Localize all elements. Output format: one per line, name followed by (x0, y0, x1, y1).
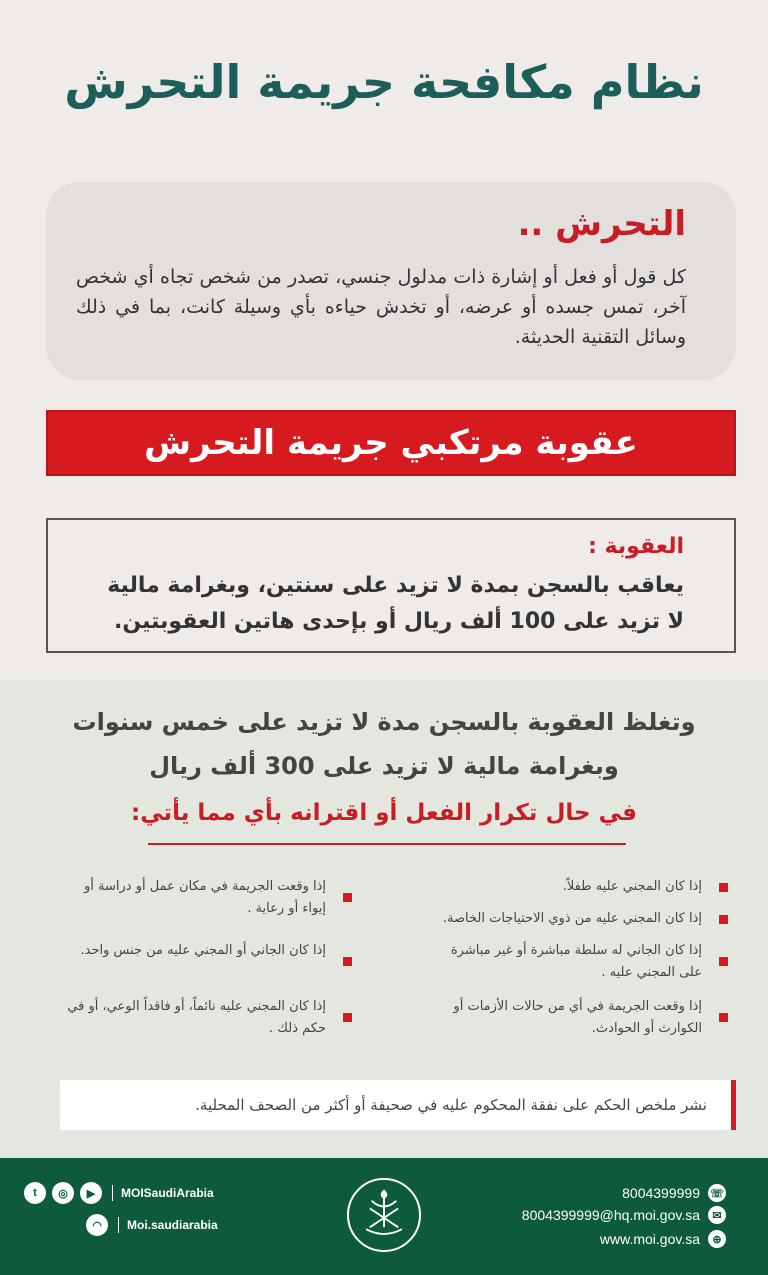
definition-body: كل قول أو فعل أو إشارة ذات مدلول جنسي، تصدر من شخص تجاه أي شخص آخر، تمس جسده أو عرضه، أو تخدش حياءه بأي وسيلة كانت، بما في ذلك وسائل التقنية الحديثة. (76, 266, 686, 348)
bullet-icon (343, 1013, 352, 1022)
snapchat-row (24, 1214, 218, 1236)
bullet-icon (719, 957, 728, 966)
bullet-icon (343, 957, 352, 966)
condition-item: إذا كان الجاني أو المجني عليه من جنس واحد. (58, 940, 352, 962)
youtube-icon[interactable]: ▶ (80, 1182, 102, 1204)
conditions-underline (148, 843, 626, 845)
footer-website[interactable] (600, 1230, 726, 1248)
phone-icon: ☏ (708, 1184, 726, 1202)
website-url: www.moi.gov.sa (599, 1231, 700, 1247)
penalty-banner (46, 410, 736, 476)
penalty-box (46, 518, 736, 653)
condition-item: إذا كان الجاني له سلطة مباشرة أو غير مباشرة على المجني عليه . (438, 940, 728, 984)
divider (118, 1217, 119, 1233)
email-icon: ✉ (708, 1206, 726, 1224)
banner-text: عقوبة مرتكبي جريمة التحرش (144, 423, 638, 463)
condition-item: إذا كان المجني عليه من ذوي الاحتياجات الخاصة. (438, 908, 728, 930)
bullet-icon (719, 915, 728, 924)
footer-email[interactable] (522, 1206, 726, 1224)
social-row (24, 1182, 214, 1204)
bullet-icon (719, 883, 728, 892)
divider (112, 1185, 113, 1201)
penalty-text: يعاقب بالسجن بمدة لا تزيد على سنتين، وبغرامة مالية لا تزيد على 100 ألف ريال أو بإحدى هاتين العقوبتين. (107, 573, 684, 634)
condition-item: إذا وقعت الجريمة في مكان عمل أو دراسة أو إيواء أو رعاية . (58, 876, 352, 920)
ministry-emblem-icon (347, 1178, 421, 1252)
snapchat-handle[interactable]: Moi.saudiarabia (127, 1218, 218, 1232)
phone-number: 8004399999 (622, 1185, 700, 1201)
footer-phone[interactable] (622, 1184, 726, 1202)
penalty-label: العقوبة : (588, 534, 684, 559)
aggravated-text: وتغلظ العقوبة بالسجن مدة لا تزيد على خمس سنوات وبغرامة مالية لا تزيد على 300 ألف ريال (72, 708, 696, 780)
condition-item: إذا كان المجني عليه طفلاً. (438, 876, 728, 898)
publication-note (60, 1080, 736, 1130)
snapchat-icon[interactable]: ◠ (86, 1214, 108, 1236)
bullet-icon (719, 1013, 728, 1022)
condition-item: إذا وقعت الجريمة في أي من حالات الأزمات أو الكوارث أو الحوادث. (438, 996, 728, 1040)
social-handle[interactable]: MOISaudiArabia (121, 1186, 214, 1200)
email-address: 8004399999@hq.moi.gov.sa (521, 1207, 700, 1223)
conditions-title: في حال تكرار الفعل أو اقترانه بأي مما يأتي: (131, 800, 637, 826)
page-title: نظام مكافحة جريمة التحرش (64, 55, 704, 109)
definition-box (46, 182, 736, 380)
note-text: نشر ملخص الحكم على نفقة المحكوم عليه في صحيفة أو أكثر من الصحف المحلية. (195, 1096, 707, 1114)
twitter-icon[interactable]: t (24, 1182, 46, 1204)
condition-item: إذا كان المجني عليه نائماً، أو فاقداً الوعي، أو في حكم ذلك . (58, 996, 352, 1040)
globe-icon: ⊕ (708, 1230, 726, 1248)
bullet-icon (343, 893, 352, 902)
instagram-icon[interactable]: ◎ (52, 1182, 74, 1204)
definition-heading: التحرش .. (517, 204, 686, 244)
